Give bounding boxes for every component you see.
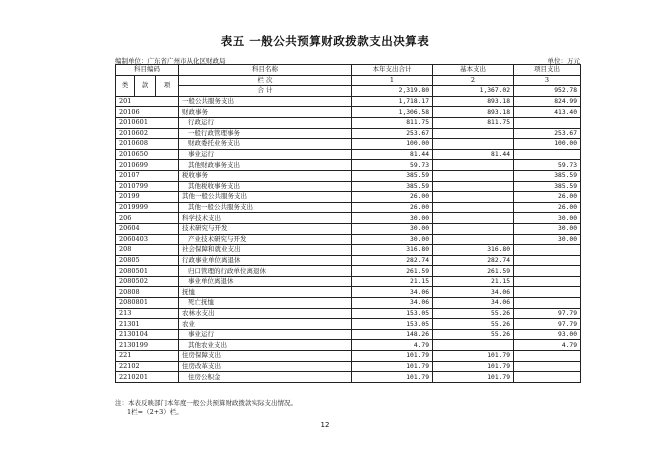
document-title: 表五 一般公共预算财政拨款支出决算表: [220, 34, 430, 48]
basic-cell: [433, 160, 514, 171]
currency-unit: 单位：万元: [547, 57, 580, 65]
subject-name-cell: 事业运行: [179, 149, 352, 160]
total-cell: 385.59: [352, 170, 433, 181]
table-row: [116, 234, 581, 245]
total-cell: 21.15: [352, 276, 433, 287]
table-row: [116, 287, 581, 298]
total-cell: 153.05: [352, 308, 433, 319]
basic-cell: 811.75: [433, 117, 514, 128]
basic-cell: [433, 170, 514, 181]
table-row: [116, 202, 581, 213]
subject-code-cell: 20604: [116, 223, 179, 234]
project-cell: 253.67: [514, 128, 581, 139]
budget-table: [115, 64, 581, 383]
subject-code-cell: 22102: [116, 361, 179, 372]
basic-cell: 55.26: [433, 329, 514, 340]
header-total: 本年支出合计: [352, 65, 433, 76]
project-cell: 93.00: [514, 329, 581, 340]
project-cell: 97.79: [514, 319, 581, 330]
footnote-line-1: 注：本表反映部门本年度一般公共预算财政拨款实际支出情况。: [115, 399, 297, 407]
table-row: [116, 276, 581, 287]
basic-cell: 55.26: [433, 319, 514, 330]
subject-code-cell: 20808: [116, 287, 179, 298]
subject-code-cell: 201: [116, 96, 179, 107]
subject-code-cell: 2010650: [116, 149, 179, 160]
subject-code-cell: 20199: [116, 192, 179, 203]
subject-name-cell: 农业: [179, 319, 352, 330]
subject-name-cell: 事业运行: [179, 329, 352, 340]
header-lei: 类: [116, 75, 135, 96]
header-col1: 1: [352, 75, 433, 86]
total-cell: 1,718.17: [352, 96, 433, 107]
basic-cell: 893.18: [433, 96, 514, 107]
project-cell: 59.73: [514, 160, 581, 171]
project-cell: 30.00: [514, 234, 581, 245]
total-cell: 101.79: [352, 361, 433, 372]
grand-basic: 1,367.02: [433, 86, 514, 97]
project-cell: [514, 287, 581, 298]
subject-name-cell: 其他一般公共服务支出: [179, 192, 352, 203]
project-cell: 100.00: [514, 139, 581, 150]
project-cell: 30.00: [514, 223, 581, 234]
project-cell: [514, 266, 581, 277]
subject-code-cell: 206: [116, 213, 179, 224]
project-cell: 26.00: [514, 192, 581, 203]
table-row: [116, 96, 581, 107]
subject-code-cell: 2080502: [116, 276, 179, 287]
project-cell: [514, 245, 581, 256]
table-row: [116, 117, 581, 128]
basic-cell: [433, 223, 514, 234]
subject-name-cell: 产业技术研究与开发: [179, 234, 352, 245]
table-row: [116, 329, 581, 340]
subject-code-cell: 20106: [116, 107, 179, 118]
basic-cell: 81.44: [433, 149, 514, 160]
basic-cell: [433, 234, 514, 245]
subject-name-cell: 财政委托业务支出: [179, 139, 352, 150]
table-row: [116, 255, 581, 266]
basic-cell: [433, 202, 514, 213]
total-cell: 153.05: [352, 319, 433, 330]
total-cell: 30.00: [352, 234, 433, 245]
project-cell: 4.79: [514, 340, 581, 351]
subject-code-cell: 2130199: [116, 340, 179, 351]
subject-code-cell: 20805: [116, 255, 179, 266]
table-row: [116, 107, 581, 118]
subject-code-cell: 2010799: [116, 181, 179, 192]
subject-name-cell: 抚恤: [179, 287, 352, 298]
basic-cell: 101.79: [433, 361, 514, 372]
total-cell: 101.79: [352, 372, 433, 383]
project-cell: 97.79: [514, 308, 581, 319]
table-row: [116, 149, 581, 160]
subject-code-cell: 20107: [116, 170, 179, 181]
project-cell: 824.99: [514, 96, 581, 107]
basic-cell: 55.26: [433, 308, 514, 319]
total-cell: 1,306.58: [352, 107, 433, 118]
total-cell: 253.67: [352, 128, 433, 139]
total-cell: 316.80: [352, 245, 433, 256]
subject-code-cell: 2080501: [116, 266, 179, 277]
table-row: [116, 192, 581, 203]
total-cell: 59.73: [352, 160, 433, 171]
subject-name-cell: 住房改革支出: [179, 361, 352, 372]
total-cell: 148.26: [352, 329, 433, 340]
project-cell: 385.59: [514, 181, 581, 192]
header-col2: 2: [433, 75, 514, 86]
subject-code-cell: 221: [116, 351, 179, 362]
footnote-line-2: 1栏=（2+3）栏。: [127, 408, 183, 416]
header-basic: 基本支出: [433, 65, 514, 76]
subject-code-cell: 2010699: [116, 160, 179, 171]
subject-name-cell: 住房公积金: [179, 372, 352, 383]
table-row: [116, 308, 581, 319]
table-row: [116, 372, 581, 383]
basic-cell: 101.79: [433, 372, 514, 383]
table-row: [116, 213, 581, 224]
basic-cell: [433, 128, 514, 139]
header-row: [116, 65, 581, 76]
basic-cell: 101.79: [433, 351, 514, 362]
subject-name-cell: 技术研究与开发: [179, 223, 352, 234]
total-cell: 30.00: [352, 213, 433, 224]
header-col3: 3: [514, 75, 581, 86]
basic-cell: 34.06: [433, 287, 514, 298]
compiling-unit: 编制单位：广东省广州市从化区财政局: [115, 57, 226, 65]
header-subject-name: 科目名称: [179, 65, 352, 76]
table-body: [116, 96, 581, 382]
totals-row: [116, 86, 581, 97]
basic-cell: 261.59: [433, 266, 514, 277]
subject-name-cell: 税收事务: [179, 170, 352, 181]
project-cell: 30.00: [514, 213, 581, 224]
subject-code-cell: 2010601: [116, 117, 179, 128]
basic-cell: 21.15: [433, 276, 514, 287]
subject-name-cell: 一般行政管理事务: [179, 128, 352, 139]
subject-name-cell: 其他一般公共服务支出: [179, 202, 352, 213]
grand-total: 2,319.80: [352, 86, 433, 97]
project-cell: [514, 298, 581, 309]
subject-code-cell: 2060403: [116, 234, 179, 245]
header-row-column-index: [116, 75, 581, 86]
header-kuan: 款: [135, 75, 156, 96]
subject-code-cell: 2010602: [116, 128, 179, 139]
project-cell: 26.00: [514, 202, 581, 213]
subject-name-cell: 财政事务: [179, 107, 352, 118]
project-cell: [514, 117, 581, 128]
subject-name-cell: 事业单位离退休: [179, 276, 352, 287]
basic-cell: [433, 340, 514, 351]
total-cell: 34.06: [352, 298, 433, 309]
subject-name-cell: 科学技术支出: [179, 213, 352, 224]
subject-code-cell: 2080801: [116, 298, 179, 309]
table-row: [116, 181, 581, 192]
project-cell: [514, 372, 581, 383]
subject-name-cell: 归口管理的行政单位离退休: [179, 266, 352, 277]
subject-code-cell: 2019999: [116, 202, 179, 213]
basic-cell: 316.80: [433, 245, 514, 256]
basic-cell: [433, 181, 514, 192]
project-cell: [514, 351, 581, 362]
header-lanci: 栏 次: [179, 75, 352, 86]
total-cell: 34.06: [352, 287, 433, 298]
table-row: [116, 298, 581, 309]
table-row: [116, 245, 581, 256]
total-cell: 81.44: [352, 149, 433, 160]
header-xiang: 项: [156, 75, 179, 96]
subject-code-cell: 213: [116, 308, 179, 319]
page-number: 12: [320, 421, 330, 429]
grand-project: 952.78: [514, 86, 581, 97]
table-row: [116, 170, 581, 181]
table-row: [116, 351, 581, 362]
subject-code-cell: 208: [116, 245, 179, 256]
basic-cell: [433, 139, 514, 150]
subject-name-cell: 农林水支出: [179, 308, 352, 319]
project-cell: 385.59: [514, 170, 581, 181]
total-cell: 4.79: [352, 340, 433, 351]
total-cell: 26.00: [352, 202, 433, 213]
footnote: [115, 399, 297, 417]
total-cell: 30.00: [352, 223, 433, 234]
subject-name-cell: 其他财政事务支出: [179, 160, 352, 171]
table-row: [116, 266, 581, 277]
total-cell: 282.74: [352, 255, 433, 266]
table-row: [116, 223, 581, 234]
table-row: [116, 361, 581, 372]
table-row: [116, 139, 581, 150]
total-cell: 100.00: [352, 139, 433, 150]
basic-cell: 282.74: [433, 255, 514, 266]
subject-name-cell: 住房保障支出: [179, 351, 352, 362]
table-row: [116, 340, 581, 351]
basic-cell: 893.18: [433, 107, 514, 118]
basic-cell: [433, 213, 514, 224]
project-cell: [514, 361, 581, 372]
subject-name-cell: 社会保障和就业支出: [179, 245, 352, 256]
table-row: [116, 319, 581, 330]
subject-code-cell: 21301: [116, 319, 179, 330]
table-row: [116, 128, 581, 139]
basic-cell: 34.06: [433, 298, 514, 309]
subject-name-cell: 其他农业支出: [179, 340, 352, 351]
subject-code-cell: 2130104: [116, 329, 179, 340]
project-cell: [514, 255, 581, 266]
basic-cell: [433, 192, 514, 203]
subject-name-cell: 行政事业单位离退休: [179, 255, 352, 266]
subject-name-cell: 死亡抚恤: [179, 298, 352, 309]
total-cell: 101.79: [352, 351, 433, 362]
subject-name-cell: 一般公共服务支出: [179, 96, 352, 107]
total-cell: 811.75: [352, 117, 433, 128]
total-cell: 26.00: [352, 192, 433, 203]
header-project: 项目支出: [514, 65, 581, 76]
table-row: [116, 160, 581, 171]
project-cell: 413.40: [514, 107, 581, 118]
subject-code-cell: 2210201: [116, 372, 179, 383]
subject-name-cell: 其他税收事务支出: [179, 181, 352, 192]
header-subject-code: 科目编码: [116, 65, 179, 76]
project-cell: [514, 149, 581, 160]
subject-name-cell: 行政运行: [179, 117, 352, 128]
project-cell: [514, 276, 581, 287]
total-cell: 261.59: [352, 266, 433, 277]
subject-code-cell: 2010608: [116, 139, 179, 150]
total-cell: 385.59: [352, 181, 433, 192]
heji-label: 合 计: [179, 86, 352, 97]
